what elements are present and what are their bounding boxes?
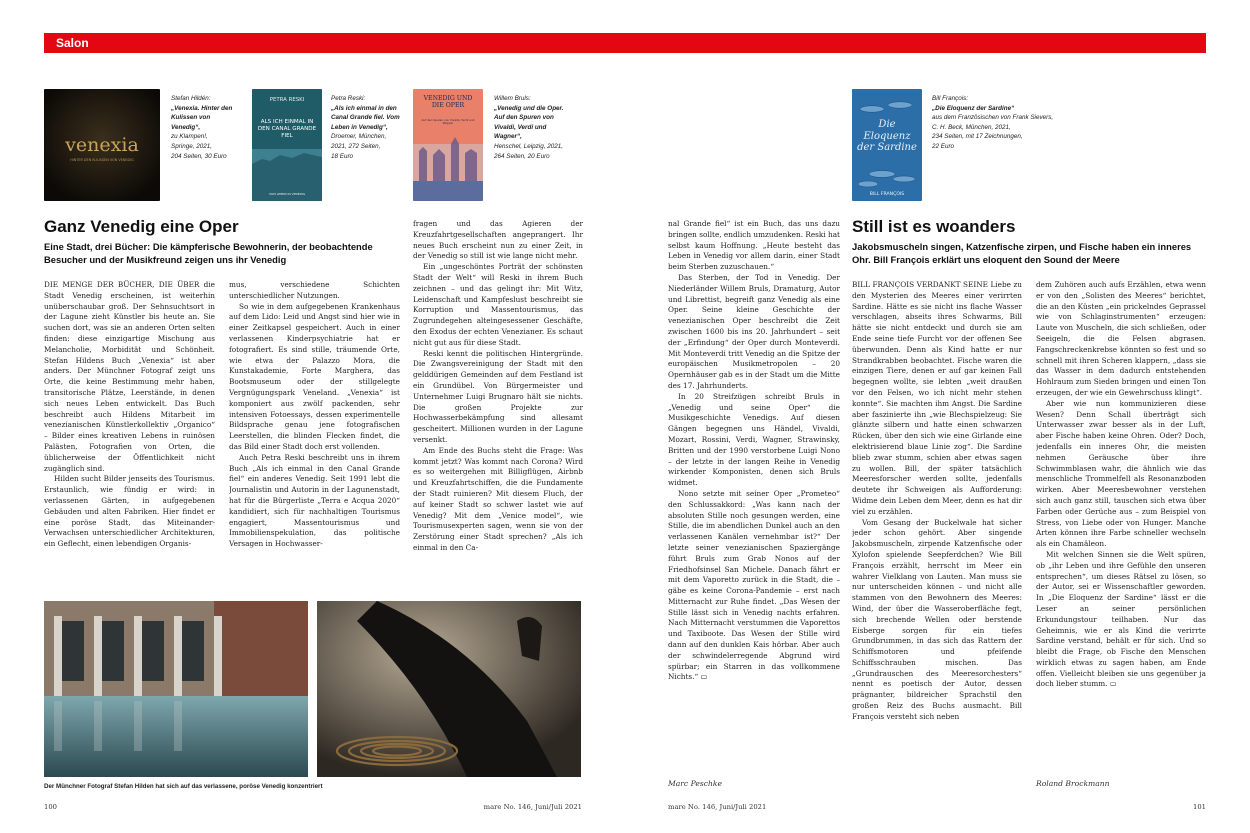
book-cover-reski (252, 89, 322, 201)
paragraph: Ein „ungeschöntes Porträt der schönsten Stadt der Welt“ will Reski in ihrem Buch zeichnen – und das gelingt ihr: Mit Witz, Leidenschaft und Kampfeslust beschreibt sie Korruption und Massentourismus, das Zugrundegehen alteingesessener Geschäfte, den Exodus der echten Venezianer. Es schaut nicht gut aus für diese Stadt. (413, 262, 583, 347)
left-column-4 (668, 219, 840, 767)
right-headline: Still ist es woanders (852, 217, 1016, 236)
book-info-bruls (494, 94, 572, 161)
bruls-cover-title: VENEDIG UND DIE OPER (423, 95, 473, 110)
reski-cover-author: PETRA RESKI (269, 97, 305, 103)
right-deck: Jakobsmuscheln singen, Katzenfische zirpen, und Fische haben ein inneres Ohr. Bill François erklärt uns eloquent den Sound der Meere (852, 241, 1192, 265)
francois-cover-title: Die Eloquenz der Sardine (857, 119, 917, 153)
right-byline: Roland Brockmann (1036, 779, 1110, 788)
francois-cover-art (852, 89, 922, 201)
section-banner (44, 33, 1206, 53)
paragraph: mus, verschiedene Schichten unterschiedlicher Nutzungen. (229, 280, 400, 300)
paragraph: Hilden sucht Bilder jenseits des Tourismus. Erstaunlich, wie fündig er wird: in verlassenen Gärten, in aufgegebenen Gebäuden und alten Fabriken. Hier findet er eine poröse Stadt, das Miteinander-Verwachsen unterschiedlicher Architekturen, ein Geflecht, einen lebendigen Organis- (44, 474, 215, 549)
reski-cover-art (252, 89, 322, 201)
book-meta: Droemer, München, (331, 133, 387, 141)
bruls-cover-art (413, 89, 483, 201)
book-info-reski (331, 94, 403, 161)
reski-cover-sub: VOM LEBEN IN VENEDIG (268, 192, 306, 196)
venexia-cover-art (44, 89, 160, 201)
right-column-2 (1036, 280, 1206, 770)
section-title: Salon (56, 36, 89, 50)
book-title: „Venedig und die Oper. Auf den Spuren von Vivaldi, Verdi und Wagner“, (494, 104, 564, 141)
book-cover-bruls (413, 89, 483, 201)
book-meta: C. H. Beck, München, 2021, (932, 123, 1011, 131)
courtyard-photo-art (44, 601, 308, 777)
book-meta: zu Klampen!, (171, 133, 208, 141)
page-number-left: 100 (44, 803, 57, 811)
paragraph: In 20 Streifzügen schreibt Bruls in „Venedig und seine Oper“ die Musikgeschichte Venedigs. Auf diesen Gängen begegnen uns Händel, Vivaldi, Mozart, Rossini, Verdi, Wagner, Strawinsky, Britten und der 1990 verstorbene Luigi Nono – der letzte in der langen Reihe in Venedig wirkender Komponisten, denen sich Bruls widmet. (668, 391, 840, 488)
book-author: Willem Bruls: (494, 95, 531, 102)
issue-label-right: mare No. 146, Juni/Juli 2021 (668, 803, 767, 811)
left-column-1 (44, 280, 215, 594)
book-meta: 18 Euro (331, 152, 354, 160)
paragraph: fragen und das Agieren der Kreuzfahrtgesellschaften angeprangert. Ihr neues Buch erscheint nun zu einer Zeit, in der Venedig so still ist wie lange nicht mehr. (413, 219, 583, 261)
book-meta: 2021, 272 Seiten, (331, 142, 381, 150)
book-author: Petra Reski: (331, 95, 366, 102)
book-meta: Springe, 2021, (171, 142, 212, 150)
left-column-2 (229, 280, 400, 594)
paragraph: Aber wie nun kommunizieren diese Wesen? Denn Schall überträgt sich Unterwasser zwar besser als in der Luft, aber Fische haben keine Ohren. Oder? Doch, jedenfalls ein inneres Ohr, die meisten nehmen Geräusche über ihre Schwimmblasen wahr, die ähnlich wie das menschliche Trommelfell als Resonanzboden wirken. Aber Meeresbewohner verstehen sich auch ganz still, tauschen sich etwa über Farben oder Gerüche aus – zum Beispiel von Stress, von Liebe oder von Hunger. Manche Arten können ihre Farbe schneller wechseln als ein Chamäleon. (1036, 398, 1206, 549)
paragraph: Das Sterben, der Tod in Venedig. Der Niederländer Willem Bruls, Dramaturg, Autor und Librettist, begreift ganz Venedig als eine Oper. Seine kleine Geschichte der venezianischen Oper beschreibt die Zeit zwischen 1600 bis ins 20. Jahrhundert – seit der „Erfindung“ der Oper durch Monteverdi. Mit Monteverdi tritt Venedig an die Spitze der europäischen Musikmetropolen – 20 Opernhäuser gab es in der Stadt um die Mitte des 17. Jahrhunderts. (668, 272, 840, 390)
paragraph: Auch Petra Reski beschreibt uns in ihrem Buch „Als ich einmal in den Canal Grande fiel“ ein anderes Venedig. Seit 1991 lebt die Journalistin und Autorin in der Lagunenstadt, hat für die Bürgerliste „Terra e Acqua 2020“ kandidiert, sich für nachhaltigen Tourismus engagiert, Massentourismus und Immobilienspekulation, das politische Versagen in Hochwasser- (229, 452, 400, 549)
book-cover-francois (852, 89, 922, 201)
book-meta: 264 Seiten, 20 Euro (494, 152, 550, 160)
francois-cover-author: BILL FRANÇOIS (869, 192, 905, 197)
paragraph: Mit welchen Sinnen sie die Welt spüren, ob „ihr Leben und ihre Gefühle den unseren entsprechen“, um dieses Rätsel zu lösen, so der Autor, sei er Wissenschaftler geworden. In „Die Eloquenz der Sardine“ lässt er die Leser an seiner persönlichen Erkundungstour teilhaben. Nur das Geheimnis, wie er als Kind die verirrte Sardine verstand, behält er für sich. Und so bleibt die Frage, ob Fische den Menschen wirklich etwas zu sagen haben, am Ende offen. Vielleicht bleiben sie uns gegenüber ja doch lieber stumm. ▭ (1036, 549, 1206, 689)
book-author: Bill François: (932, 95, 969, 102)
book-info-venexia (171, 94, 241, 161)
book-title: „Als ich einmal in den Canal Grande fiel. Vom Leben in Venedig“, (331, 104, 400, 131)
photo-caption: Der Münchner Fotograf Stefan Hilden hat sich auf das verlassene, poröse Venedig konzentriert (44, 783, 323, 790)
paragraph: dem Zuhören auch aufs Erzählen, etwa wenn er von den „Solisten des Meeres“ berichtet, die an den Küsten „ein prickelndes Geprassel wie von Schlaginstrumenten“ erzeugen: Laute von Muscheln, die sich schließen, oder Seeigeln, die die Felsen abgrasen. Fangschreckenkrebse könnten so fest und so schnell mit ihren Scheren klappern, „dass sie das Wasser in dem dadurch entstehenden Hohlraum zum Sieden bringen und einen Ton erzeugen, der wie ein Gewehrschuss klingt“. (1036, 280, 1206, 397)
paragraph: BILL FRANÇOIS VERDANKT SEINE Liebe zu den Mysterien des Meeres einer verirrten Sardine. Hätte es sie nicht ins flache Wasser verschlagen, abseits ihres Schwarms, Bill hätte sie nicht entdeckt und durch sie am Ende seine tiefe Furcht vor der offenen See überwunden. Denn als Kind hatte er nur Strandkrabben beobachtet. Fische waren die einzigen Tiere, denen er auf gar keinen Fall begegnen wollte, sie lebten „weit draußen vor den Felsen, wo ich nicht mehr stehen konnte“. Sie machten ihm Angst. Die Sardine aber faszinierte ihn „wie Blechspielzeug: Sie glänzte silbern und hatte einen schwarzen Rücken, über den sich wie eine Girlande eine elektrisierend blaue Linie zog“. Die Sardine blieb zwar stumm, schien aber etwas sagen zu wollen. Bill, der später tatsächlich Meeresforscher werden sollte, jedenfalls deutete ihr Schweigen als Aufforderung: Widme dein Leben dem Meer, denn es hat dir viel zu erzählen. (852, 280, 1022, 516)
gondola-photo-art (317, 601, 581, 777)
book-cover-venexia (44, 89, 160, 201)
left-byline: Marc Peschke (668, 779, 722, 788)
book-meta: aus dem Französischen von Frank Sievers, (932, 114, 1054, 122)
reski-cover-title: ALS ICH EINMAL IN DEN CANAL GRANDE FIEL (257, 119, 317, 139)
paragraph: Am Ende des Buchs steht die Frage: Was kommt jetzt? Was kommt nach Corona? Wird es so weitergehen mit Billigflügen, Airbnb und Kreuzfahrtschiffen, die die Fundamente der Stadt ruinieren? Mit diesem Fluch, der auf keiner Stadt so schwer lastet wie auf Venedig? Mit dem „Venice model“, wie Tourismusexperten sagen, wenn sie von der Zerstörung einer Stadt sprechen? „Als ich einmal in den Ca- (413, 445, 583, 552)
book-meta: 234 Seiten, mit 17 Zeichnungen, (932, 133, 1023, 141)
venice-courtyard-photo (44, 601, 308, 777)
left-column-3 (413, 219, 583, 594)
issue-label-left: mare No. 146, Juni/Juli 2021 (483, 803, 582, 811)
left-deck: Eine Stadt, drei Bücher: Die kämpferische Bewohnerin, der beobachtende Besucher und der Musikfreund zeigen uns ihr Venedig (44, 241, 373, 265)
book-meta: Henschel, Leipzig, 2021, (494, 142, 563, 150)
book-title: „Venexia. Hinter den Kulissen von Venedig“, (171, 104, 233, 131)
page-number-right: 101 (1193, 803, 1206, 811)
book-meta: 22 Euro (932, 142, 955, 150)
book-author: Stefan Hildén: (171, 95, 211, 102)
venexia-cover-title: venexia (65, 134, 139, 156)
venexia-cover-sub: HINTER DEN KULISSEN VON VENEDIG (70, 158, 134, 162)
book-meta: 204 Seiten, 30 Euro (171, 152, 227, 160)
right-column-1 (852, 280, 1022, 792)
gondola-photo (317, 601, 581, 777)
paragraph: Reski kennt die politischen Hintergründe. Die Zwangsvereinigung der Stadt mit den gelddürigen Gemeinden auf dem Festland ist ein Grundübel. Von Bürgermeister und Unternehmer Luigi Brugnaro hält sie nichts. Die großen Projekte zur Hochwasserbekämpfung sind allesamt gescheitert. Millionen wurden in der Lagune versenkt. (413, 348, 583, 444)
left-headline: Ganz Venedig eine Oper (44, 217, 239, 236)
bruls-cover-sub: Auf den Spuren von Vivaldi, Verdi und Wagner (421, 119, 475, 126)
book-info-francois (932, 94, 1082, 152)
book-title: „Die Eloquenz der Sardine“ (932, 104, 1015, 112)
paragraph: Nono setzte mit seiner Oper „Prometeo“ den Schlussakkord: „Was kann nach der absoluten Stille noch gesungen werden, eine Stille, die im abendlichen Dunkel auch an den verlassenen Kanälen vernehmbar ist?“ Der letzte seiner venezianischen Spaziergänge führt Bruls zum Grab Nonos auf der Friedhofsinsel San Michele. Danach fährt er mit dem Vaporetto zurück in die Stadt, die – gäbe es keine Corona-Pandemie – erst nach Mitternacht zur Ruhe findet. „Das Wesen der Stille lässt sich in Venedig nachts erfahren. Nach Mitternacht verstummen die Vaporettos und Taxiboote. Das Wesen der Stille wird dann auf den dunklen Kais hörbar. Aber auch der schwindelerregende Abgrund wird spürbar; ein Starren in das vollkommene Nichts.“ ▭ (668, 488, 840, 682)
paragraph: DIE MENGE DER BÜCHER, DIE ÜBER die Stadt Venedig erscheinen, ist weiterhin unüberschaubar groß. Der Sehnsuchtsort in der Lagune zieht Künstler bis heute an. Sie suchen dort, was sie an anderen Orten selten finden: diese einzigartige Mischung aus Melancholie, Morbidität und Schönheit. Stefan Hildens Buch „Venexia“ ist aber anders. Der Münchner Fotograf zeigt uns Orte, die keine Bestimmung mehr haben, transitorische Plätze, Leerstände, in denen sich neues Leben entwickelt. Das Buch beschreibt auch Hildens Mitarbeit im venezianischen Künstlerkollektiv „Organico“ – Bilder eines kreativen Lebens in ruinösen Palästen, Fotografien von Orten, die üblicherweise der Öffentlichkeit nicht zugänglich sind. (44, 280, 215, 473)
paragraph: So wie in dem aufgegebenen Krankenhaus auf dem Lido: Leid und Angst sind hier wie in einer Zeitkapsel gespeichert. Auch in einer verlassenen Kinderpsychiatrie hat er fotografiert. Es sind stille, träumende Orte, wie etwa der Palazzo Mora, die Kunstakademie, Forte Marghera, das Bootsmuseum oder der stillgelegte Vergnügungspark Veneland. „Venexia“ ist komponiert aus zwölf packenden, sehr intensiven Fotoessays, dessen experimentelle Bildsprache genau jene fotografischen Leerstellen, die blinden Flecken findet, die das Bild einer Stadt doch erst vollenden. (229, 301, 400, 451)
paragraph: Vom Gesang der Buckelwale hat sicher jeder schon gehört. Aber singende Jakobsmuscheln, zirpende Katzenfische oder Xylofon spielende Seepferdchen? Wie Bill François erzählt, herrscht im Meer ein wahrer Vielklang von Lauten. Man muss sie nur unterscheiden können – und nicht alle stammen von den Bewohnern des Meeres: Wind, der über die Wasseroberfläche fegt, sich brechende Wellen oder berstende Eisberge sorgen für ein tiefes Grundbrummen, in das sich das Rattern der Schiffsmotoren und pfeifende Schiffsschrauben mischen. Das „Grundrauschen des Meeresorchesters“ nennt es poetisch der Autor, dessen prägnanter, bildreicher Sprachstil den großen Reiz des Buchs ausmacht. Bill François versteht sich neben (852, 517, 1022, 721)
paragraph: nal Grande fiel“ ist ein Buch, das uns dazu bringen sollte, endlich umzudenken. Reski hat selbst kaum Hoffnung. „Heute besteht das Leben in Venedig vor allem darin, einer Stadt beim Sterben zuzuschauen.“ (668, 219, 840, 272)
